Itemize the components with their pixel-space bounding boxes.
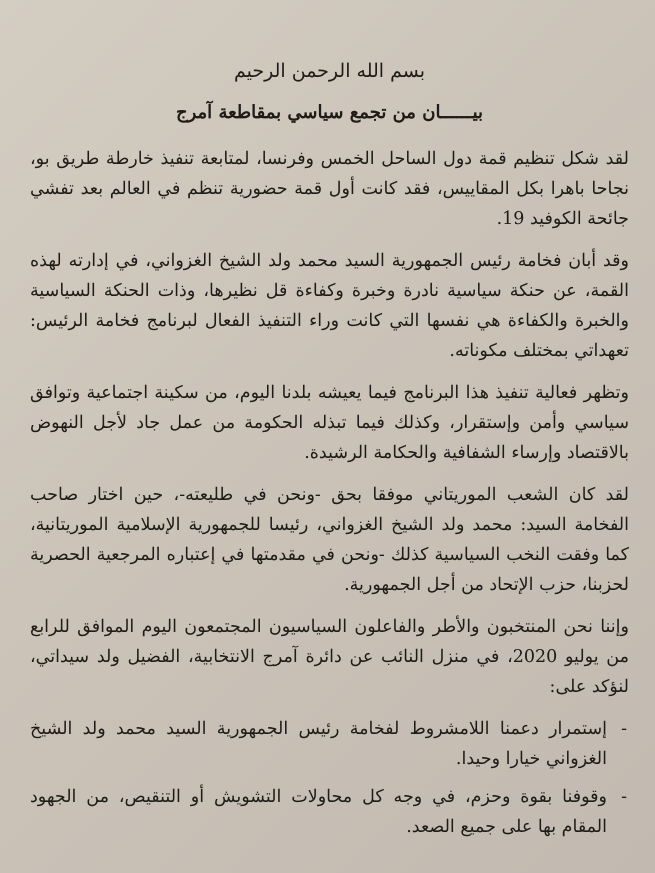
paragraph-program-effectiveness: وتظهر فعالية تنفيذ هذا البرنامج فيما يعيشه بلدنا اليوم، من سكينة اجتماعية وتوافق سياسي وأمن وإستقرار، وكذلك فيما تبذله الحكومة من عمل جاد لأجل النهوض بالاقتصاد وإرساء الشفافية والحكامة الرشيدة.: [30, 383, 629, 463]
statement-title: بيــــــان من تجمع سياسي بمقاطعة آمرج: [175, 102, 484, 123]
paragraph-president-leadership: وقد أبان فخامة رئيس الجمهورية السيد محمد ولد الشيخ الغزواني، في إدارته لهذه القمة، عن حنكة سياسية نادرة وخبرة وكفاءة قل نظيرها، وذات الحنكة السياسية والخبرة والكفاءة هي نفسها التي كانت وراء التنفيذ الفعال لبرنامج فخامة الرئيس: تعهداتي بمختلف مكوناته.: [30, 251, 629, 361]
list-item: [30, 714, 629, 774]
basmala-heading: بسم الله الرحمن الرحيم: [234, 60, 425, 82]
list-item-text: إستمرار دعمنا اللامشروط لفخامة رئيس الجمهورية السيد محمد ولد الشيخ الغزواني خيارا وحيدا.: [30, 719, 607, 769]
paragraph-people-choice: لقد كان الشعب الموريتاني موفقا بحق -ونحن في طليعته-، حين اختار صاحب الفخامة السيد: محمد ولد الشيخ الغزواني، رئيسا للجمهورية الإسلامية الموريتانية، كما وفقت النخب السياسية كذلك -ونحن في مقدمتها في إعتباره المرجعية الحصرية لحزبنا، حزب الإتحاد من أجل الجمهورية.: [30, 485, 629, 595]
resolutions-list: [30, 714, 629, 842]
list-item: [30, 782, 629, 842]
list-item-text: وقوفنا بقوة وحزم، في وجه كل محاولات التشويش أو التنقيص، من الجهود المقام بها على جميع الصعد.: [30, 787, 607, 837]
paragraph-summit: لقد شكل تنظيم قمة دول الساحل الخمس وفرنسا، لمتابعة تنفيذ خارطة طريق بو، نجاحا باهرا بكل المقاييس، فقد كانت أول قمة حضورية تنظم في العالم بعد تفشي جائحة الكوفيد 19.: [30, 149, 629, 229]
bullet-dash: -: [621, 787, 627, 807]
paragraph-meeting-declaration: وإننا نحن المنتخبون والأطر والفاعلون السياسيون المجتمعون اليوم الموافق للرابع من يوليو 2020، في منزل النائب عن دائرة آمرج الانتخابية، الفضيل ولد سيداتي، لنؤكد على:: [30, 617, 630, 697]
bullet-dash: -: [621, 719, 627, 739]
